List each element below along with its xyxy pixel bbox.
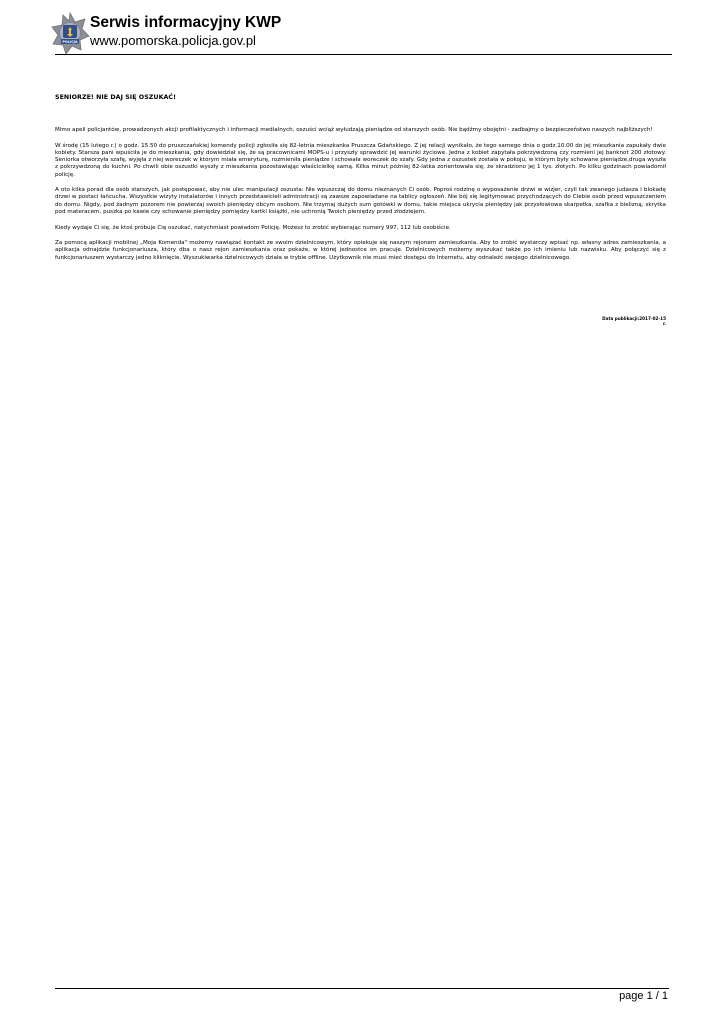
publication-date: [602, 316, 666, 326]
page-number: page 1 / 1: [619, 990, 668, 1002]
publication-date-line: Data publikacji:2017-02-15: [602, 316, 666, 321]
publication-date-suffix: r.: [662, 321, 666, 326]
footer-divider: [55, 988, 669, 989]
header-divider: [55, 54, 672, 55]
document-header: [0, 0, 725, 60]
police-star-badge-icon: [50, 12, 90, 56]
logo-text: POLICJA: [62, 40, 78, 44]
article-title: SENIORZE! NIE DAJ SIĘ OSZUKAĆ!: [55, 94, 177, 101]
site-url: www.pomorska.policja.gov.pl: [90, 33, 256, 48]
article-paragraph: Mimo apeli policjantów, prowadzonych akcji profilaktycznych i informacji medialnych, oszuści wciąż wyłudzają pieniądze od starszych osób. Nie bądźmy obojętni - zadbajmy o bezpieczeństwo naszych najbliższych!: [55, 127, 653, 133]
site-title: Serwis informacyjny KWP: [90, 14, 282, 31]
article-paragraph: Kiedy wydaje Ci się, że ktoś próbuje Cię oszukać, natychmiast powiadom Policję. Możesz to zrobić wybierając numery 997, 112 lub osobiście.: [55, 224, 451, 231]
article-paragraph: A oto kilka porad dla osób starszych, jak postępować, aby nie ulec manipulacji oszusta: Nie wpuszczaj do domu nieznanych Ci osób. Poproś rodzinę o wyposażenie drzwi w wizjer, czyli tak zwanego judasza i blokadę drzwi w postaci łańcucha. Wszystkie wizyty instalatorów i innych przedstawicieli administracji są zawsze zapowiadane na tablicy ogłoszeń. Nie bój się legitymować przychodzących do Ciebie osób przed wpuszczeniem do domu. Nigdy, pod żadnym pozorem nie powierzaj swoich pieniędzy obcym osobom. Nie trzymaj dużych sum gotówki w domu, takie miejsca ukrycia pieniędzy jak przysłowiowa skarpetka, szafka z bielizną, skrytka pod materacem, puszka po kawie czy schowanie pieniędzy pomiędzy kartki książki, nie uchronią Twoich pieniędzy przed złodziejem.: [55, 187, 666, 215]
article-paragraph: Za pomocą aplikacji mobilnej „Moja Komenda" możemy nawiązać kontakt ze swoim dzielnicowym, który opiekuje się naszym rejonem zamieszkania. Aby to zrobić wystarczy wpisać np. własny adres zamieszkania, a aplikacja odnajdzie funkcjonariusza, który dba o nasz rejon zamieszkania oraz pokaże, w której jednostce on pracuje. Dzielnicowych możemy wyszukać także po ich imieniu lub nazwisku. Aby połączyć się z funkcjonariuszem wystarczy jedno kliknięcie. Wyszukiwarka dzielnicowych działa w trybie offline. Użytkownik nie musi mieć dostępu do Internetu, aby odnaleźć swojego dzielnicowego.: [55, 240, 666, 261]
article-body: [55, 94, 666, 270]
article-paragraph: W środę (15 lutego r.) o godz. 15.50 do pruszczańskiej komendy policji zgłosiła się 82-letnia mieszkanka Pruszcza Gdańskiego. Z jej relacji wynikało, że tego samego dnia o godz.10.00 do jej mieszkania zapukały dwie kobiety. Starsza pani wpuściła je do mieszkania, gdy dowiedział się, że są pracownicami MOPS-u i przyszły sprawdzić jej warunki życiowe. Jedna z kobiet zapytała pokrzywdzoną czy rozmieni jej banknot 200 złotowy. Seniorka otworzyła szafę, wyjęła z niej woreczek w którym miała emeryturę, rozmieniła pieniądze i schowała woreczek do szafy. Gdy jedna z oszustek została w pokoju, w którym były schowane pieniądze,druga wyszła z pokrzywdzoną do kuchni. Po chwili obie oszustki wyszły z mieszkania pozostawiając właścicielkę samą. Kilka minut później 82-latka zorientowała się, że skradziono jej 1 tys. złotych. Po kilku godzinach powiadomił policję.: [55, 142, 666, 178]
